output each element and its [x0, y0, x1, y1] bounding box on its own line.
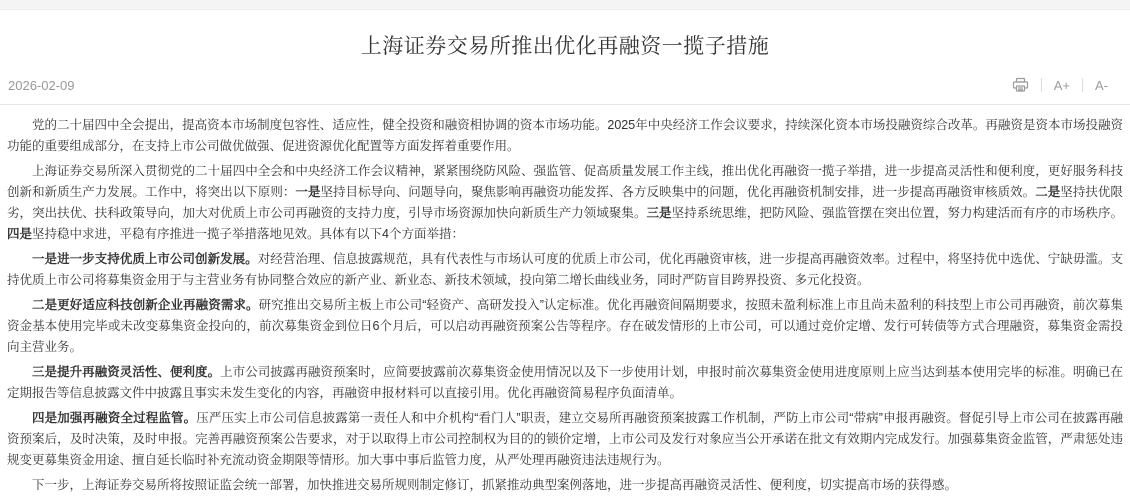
paragraph-text: 研究推出交易所主板上市公司“轻资产、高研发投入”认定标准。优化再融资间隔期要求，按照未盈利标准上市且尚未盈利的科技型上市公司再融资，前次募集资金基本使用完毕或未改变募集资金投向的，前次募集资金到位日6个月后，可以启动再融资预案公告等程序。存在破发情形的上市公司，可以通过竞价定增、发行可转债等方式合理融资，募集资金需投向主营业务。	[7, 298, 1123, 354]
article-body	[0, 105, 1130, 496]
paragraph-text: 对经营治理、信息披露规范，具有代表性与市场认可度的优质上市公司，优化再融资审核，进一步提高再融资效率。过程中，将坚持优中选优、宁缺毋滥。支持优质上市公司将募集资金用于与主营业务有协同整合效应的新产业、新业态、新技术领域，投向第二增长曲线业务，同时严防盲目跨界投资、多元化投资。	[7, 252, 1123, 287]
paragraph-text: 坚持系统思维，把防风险、强监管摆在突出位置，努力构建活而有序的市场秩序。	[671, 206, 1123, 220]
article-date: 2026-02-09	[8, 77, 75, 93]
paragraph-text: 压严压实上市公司信息披露第一责任人和中介机构“看门人”职责，建立交易所再融资预案披露工作机制，严防上市公司“带病”申报再融资。督促引导上市公司在披露再融资预案后，及时决策，及时申报。完善再融资预案公告要求，对于以取得上市公司控制权为目的的锁价定增，上市公司及发行对象应当公开承诺在批文有效期内完成发行。加强募集资金监管，严肃惩处违规变更募集资金用途、擅自延长临时补充流动资金期限等情形。加大事中事后监管力度，从严处理再融资违法违规行为。	[7, 411, 1123, 467]
top-strip	[0, 0, 1130, 10]
article-paragraph	[7, 115, 1123, 157]
article-paragraph	[7, 161, 1123, 245]
paragraph-text: 坚持扶优限劣，突出扶优、扶科政策导向，加大对优质上市公司再融资的支持力度，引导市场资源加快向新质生产力领域聚集。	[7, 185, 1123, 220]
paragraph-lead-bold: 四是	[7, 227, 33, 241]
font-decrease-button[interactable]: A-	[1083, 77, 1120, 94]
paragraph-text: 上市公司披露再融资预案时，应简要披露前次募集资金使用情况以及下一步使用计划，申报时前次募集资金使用进度原则上应当达到基本使用完毕的标准。明确已在定期报告等信息披露文件中披露且事实未发生变化的内容，再融资申报材料可以直接引用。优化再融资简易程序负面清单。	[7, 365, 1123, 400]
page-title: 上海证券交易所推出优化再融资一揽子措施	[360, 35, 770, 58]
article-paragraph	[7, 408, 1123, 471]
paragraph-lead-bold: 一是进一步支持优质上市公司创新发展。	[32, 252, 258, 266]
paragraph-text: 下一步，上海证券交易所将按照证监会统一部署，加快推进交易所规则制定修订，抓紧推动典型案例落地，进一步提高再融资灵活性、便利度，切实提高市场的获得感。	[32, 478, 958, 492]
article-toolbar	[1000, 66, 1120, 104]
article-paragraph	[7, 249, 1123, 291]
font-increase-button[interactable]: A+	[1042, 77, 1082, 94]
paragraph-text: 上海证券交易所深入贯彻党的二十届四中全会和中央经济工作会议精神，紧紧围绕防风险、强监管、促高质量发展工作主线，推出优化再融资一揽子举措，进一步提高灵活性和便利度，更好服务科技创新和新质生产力发展。工作中，将突出以下原则：	[7, 164, 1123, 199]
paragraph-text: 坚持稳中求进，平稳有序推进一揽子举措落地见效。具体有以下4个方面举措：	[32, 227, 464, 241]
print-button[interactable]	[1000, 75, 1041, 95]
paragraph-lead-bold: 三是提升再融资灵活性、便利度。	[32, 365, 221, 379]
paragraph-text: 党的二十届四中全会提出，提高资本市场制度包容性、适应性，健全投资和融资相协调的资本市场功能。2025年中央经济工作会议要求，持续深化资本市场投融资综合改革。再融资是资本市场投融资功能的重要组成部分，在支持上市公司做优做强、促进资源优化配置等方面发挥着重要作用。	[7, 118, 1123, 153]
meta-row	[0, 66, 1130, 105]
paragraph-lead-bold: 二是更好适应科技创新企业再融资需求。	[32, 298, 259, 312]
paragraph-lead-bold: 一是	[295, 185, 321, 199]
article-paragraph	[7, 295, 1123, 358]
article-paragraph	[7, 475, 1123, 496]
article-paragraph	[7, 362, 1123, 404]
paragraph-lead-bold: 四是加强再融资全过程监管。	[32, 411, 197, 425]
paragraph-lead-bold: 三是	[646, 206, 672, 220]
paragraph-text: 坚持目标导向、问题导向，聚焦影响再融资功能发挥、各方反映集中的问题，优化再融资机制安排，进一步提高再融资审核质效。	[320, 185, 1036, 199]
paragraph-lead-bold: 二是	[1035, 185, 1061, 199]
printer-icon	[1012, 77, 1029, 93]
